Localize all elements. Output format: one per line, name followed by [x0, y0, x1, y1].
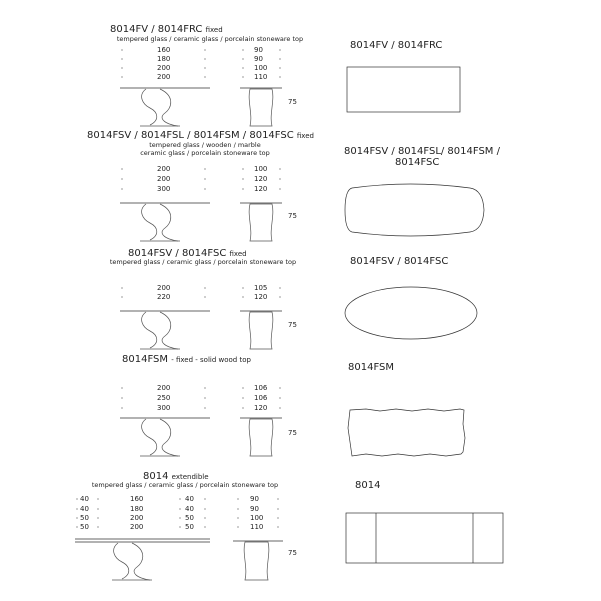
section-1-height: 75: [288, 98, 297, 106]
base-profile: [249, 89, 273, 126]
section-5-ext-right: 40: [185, 505, 194, 513]
section-4-width: 106: [254, 394, 268, 402]
section-1-plan-label: 8014FV / 8014FRC: [350, 40, 443, 51]
section-2-materials-line-1: tempered glass / wooden / marble: [149, 141, 261, 149]
section-3-width: 120: [254, 293, 268, 301]
section-3-end-view: [240, 311, 282, 349]
section-2-plan-label-2: 8014FSC: [395, 157, 440, 168]
section-5-ext-right: 50: [185, 523, 194, 531]
section-1-length: 160: [157, 46, 171, 54]
section-1-end-view: [240, 88, 282, 126]
section-5-plan-shape: [346, 513, 503, 563]
section-1-suffix: fixed: [205, 26, 223, 34]
section-1-width: 90: [254, 55, 263, 63]
section-4-side-view: [120, 418, 210, 456]
section-5-side-view: [75, 539, 210, 580]
section-5-width: 100: [250, 514, 264, 522]
section-4-model: 8014FSM: [122, 354, 169, 365]
section-4-width: 120: [254, 404, 268, 412]
section-5-width: 90: [250, 505, 259, 513]
section-5-model: 8014: [143, 471, 169, 482]
section-2-height: 75: [288, 212, 297, 220]
section-1-side-view: [120, 88, 210, 126]
section-5-ext-left: 50: [80, 523, 89, 531]
section-4-length: 200: [157, 384, 171, 392]
section-2-model: 8014FSV / 8014FSL / 8014FSM / 8014FSC: [87, 130, 294, 141]
section-3-width: 105: [254, 284, 268, 292]
section-1-materials: tempered glass / ceramic glass / porcelain stoneware top: [116, 35, 304, 43]
section-4-height: 75: [288, 429, 297, 437]
section-5-height: 75: [288, 549, 297, 557]
section-3-side-view: [120, 311, 210, 349]
section-4-plan-label: 8014FSM: [348, 362, 395, 373]
section-2-length: 200: [157, 175, 171, 183]
section-5-width: 90: [250, 495, 259, 503]
section-5-ext-right: 50: [185, 514, 194, 522]
section-3-length: 220: [157, 293, 171, 301]
section-1-length: 180: [157, 55, 171, 63]
section-5-length: 200: [130, 514, 144, 522]
section-3-height: 75: [288, 321, 297, 329]
section-1-length: 200: [157, 73, 171, 81]
section-4-length: 250: [157, 394, 171, 402]
section-5-width: 110: [250, 523, 264, 531]
section-5-ext-right: 40: [185, 495, 194, 503]
section-4-length: 300: [157, 404, 171, 412]
section-2-materials-line-2: ceramic glass / porcelain stoneware top: [140, 149, 270, 157]
section-5-plan-label: 8014: [355, 480, 381, 491]
section-1-plan-shape: [347, 67, 460, 112]
section-3-plan-label: 8014FSV / 8014FSC: [350, 256, 449, 267]
section-1-length: 200: [157, 64, 171, 72]
section-5-suffix: extendible: [171, 473, 209, 481]
section-2-width: 100: [254, 165, 268, 173]
section-5-ext-left: 50: [80, 514, 89, 522]
section-2-plan-label: 8014FSV / 8014FSL/ 8014FSM /: [344, 146, 500, 157]
section-5-length: 200: [130, 523, 144, 531]
section-2-plan-shape: [345, 184, 484, 236]
section-3-length: 200: [157, 284, 171, 292]
section-2-width: 120: [254, 185, 268, 193]
section-4-end-view: [240, 418, 282, 456]
section-2-side-view: [120, 203, 210, 241]
section-4-suffix: - fixed - solid wood top: [171, 356, 251, 364]
section-5-length: 160: [130, 495, 144, 503]
section-2-suffix: fixed: [296, 132, 314, 140]
section-1-width: 90: [254, 46, 263, 54]
section-5-ext-left: 40: [80, 505, 89, 513]
section-2-end-view: [240, 203, 282, 241]
section-3-suffix: fixed: [229, 250, 247, 258]
section-3-model: 8014FSV / 8014FSC: [128, 248, 227, 259]
section-1-model: 8014FV / 8014FRC: [110, 24, 203, 35]
section-4-plan-shape: [348, 409, 465, 456]
section-2-length: 200: [157, 165, 171, 173]
section-1-width: 100: [254, 64, 268, 72]
section-5-length: 180: [130, 505, 144, 513]
wave-base: [142, 89, 178, 126]
section-5-materials: tempered glass / ceramic glass / porcelain stoneware top: [91, 481, 279, 489]
section-3-materials: tempered glass / ceramic glass / porcelain stoneware top: [109, 258, 297, 266]
section-2-length: 300: [157, 185, 171, 193]
section-2-width: 120: [254, 175, 268, 183]
section-5-end-view: [233, 541, 283, 580]
section-1-width: 110: [254, 73, 268, 81]
section-5-ext-left: 40: [80, 495, 89, 503]
section-3-plan-shape: [345, 287, 477, 339]
section-4-width: 106: [254, 384, 268, 392]
